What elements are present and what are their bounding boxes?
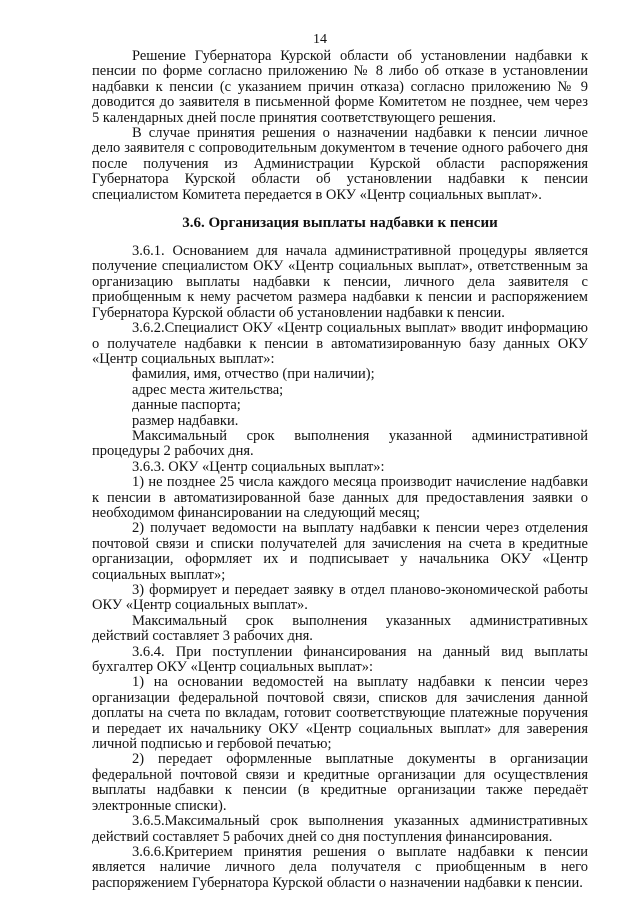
paragraph-3-6-2: 3.6.2.Специалист ОКУ «Центр социальных выплат» вводит информацию о получателе надбавки к пенсии в автоматизированную базу данных ОКУ «Центр социальных выплат»: xyxy=(92,320,588,367)
paragraph-3-6-6: 3.6.6.Критерием принятия решения о выплате надбавки к пенсии является наличие личного дела получателя с приобщенным в него распоряжением Губернатора Курской области о назначении надбавки к пенсии. xyxy=(92,843,588,891)
paragraph-case-transfer: В случае принятия решения о назначении надбавки к пенсии личное дело заявителя с сопроводительным документом в течение одного рабочего дня после получения из Администрации Курской области распоряжения Губернатора Курской области об установлении надбавки к пенсии специалистом Комитета передается в ОКУ «Центр социальных выплат». xyxy=(92,125,588,203)
paragraph-3-6-3: 3.6.3. ОКУ «Центр социальных выплат»: xyxy=(132,458,385,475)
paragraph-decision-notice: Решение Губернатора Курской области об установлении надбавки к пенсии по форме согласно приложению № 8 либо об отказе в установлении надбавки к пенсии (с указанием причин отказа) согласно приложению № 9 доводится до заявителя в письменной форме Комитетом не позднее, чем через 5 календарных дней после принятия соответствующего решения. xyxy=(92,48,588,126)
paragraph-3-6-3-item-3: 3) формирует и передает заявку в отдел планово-экономической работы ОКУ «Центр социальных выплат». xyxy=(92,582,588,614)
paragraph-3-6-1: 3.6.1. Основанием для начала административной процедуры является получение специалистом ОКУ «Центр социальных выплат», ответственным за организацию выплаты надбавки к пенсии, личного дела заявителя с приобщенным к нему расчетом размера надбавки к пенсии и распоряжением Губернатора Курской области об установлении надбавки к пенсии. xyxy=(92,243,588,321)
list-item: размер надбавки. xyxy=(132,412,239,429)
page-number: 14 xyxy=(313,32,327,47)
paragraph-3-6-3-item-1: 1) не позднее 25 числа каждого месяца производит начисление надбавки к пенсии в автоматизированной базе данных для предоставления заявки о необходимом финансировании на следующий месяц; xyxy=(92,474,588,521)
section-heading: 3.6. Организация выплаты надбавки к пенсии xyxy=(182,215,498,232)
list-item: фамилия, имя, отчество (при наличии); xyxy=(132,366,375,383)
paragraph-3-6-5: 3.6.5.Максимальный срок выполнения указанных административных действий составляет 5 рабочих дней со дня поступления финансирования. xyxy=(92,813,588,845)
paragraph-3-6-4: 3.6.4. При поступлении финансирования на данный вид выплаты бухгалтер ОКУ «Центр социальных выплат»: xyxy=(92,643,588,676)
paragraph-3-6-4-item-2: 2) передает оформленные выплатные документы в организации федеральной почтовой связи и кредитные организации для осуществления выплаты надбавки к пенсии (в кредитные организации также передаёт электронные списки). xyxy=(92,751,588,814)
list-item: адрес места жительства; xyxy=(132,381,284,398)
document-body xyxy=(92,49,588,891)
paragraph-3-6-4-item-1: 1) на основании ведомостей на выплату надбавки к пенсии через организации федеральной почтовой связи, списков для зачисления данной доплаты на счета по вкладам, готовит соответствующие платежные поручения и передает их начальнику ОКУ «Центр социальных выплат» для заверения личной подписью и гербовой печатью; xyxy=(92,674,588,753)
paragraph-3-6-3-term: Максимальный срок выполнения указанных административных действий составляет 3 рабочих дня. xyxy=(92,612,588,645)
paragraph-3-6-3-item-2: 2) получает ведомости на выплату надбавки к пенсии через отделения почтовой связи и списки получателей для зачисления на счета в кредитные организации, оформляет их и подписывает у начальника ОКУ «Центр социальных выплат»; xyxy=(92,520,588,583)
list-item: данные паспорта; xyxy=(132,397,241,414)
paragraph-3-6-2-term: Максимальный срок выполнения указанной административной процедуры 2 рабочих дня. xyxy=(92,427,588,460)
